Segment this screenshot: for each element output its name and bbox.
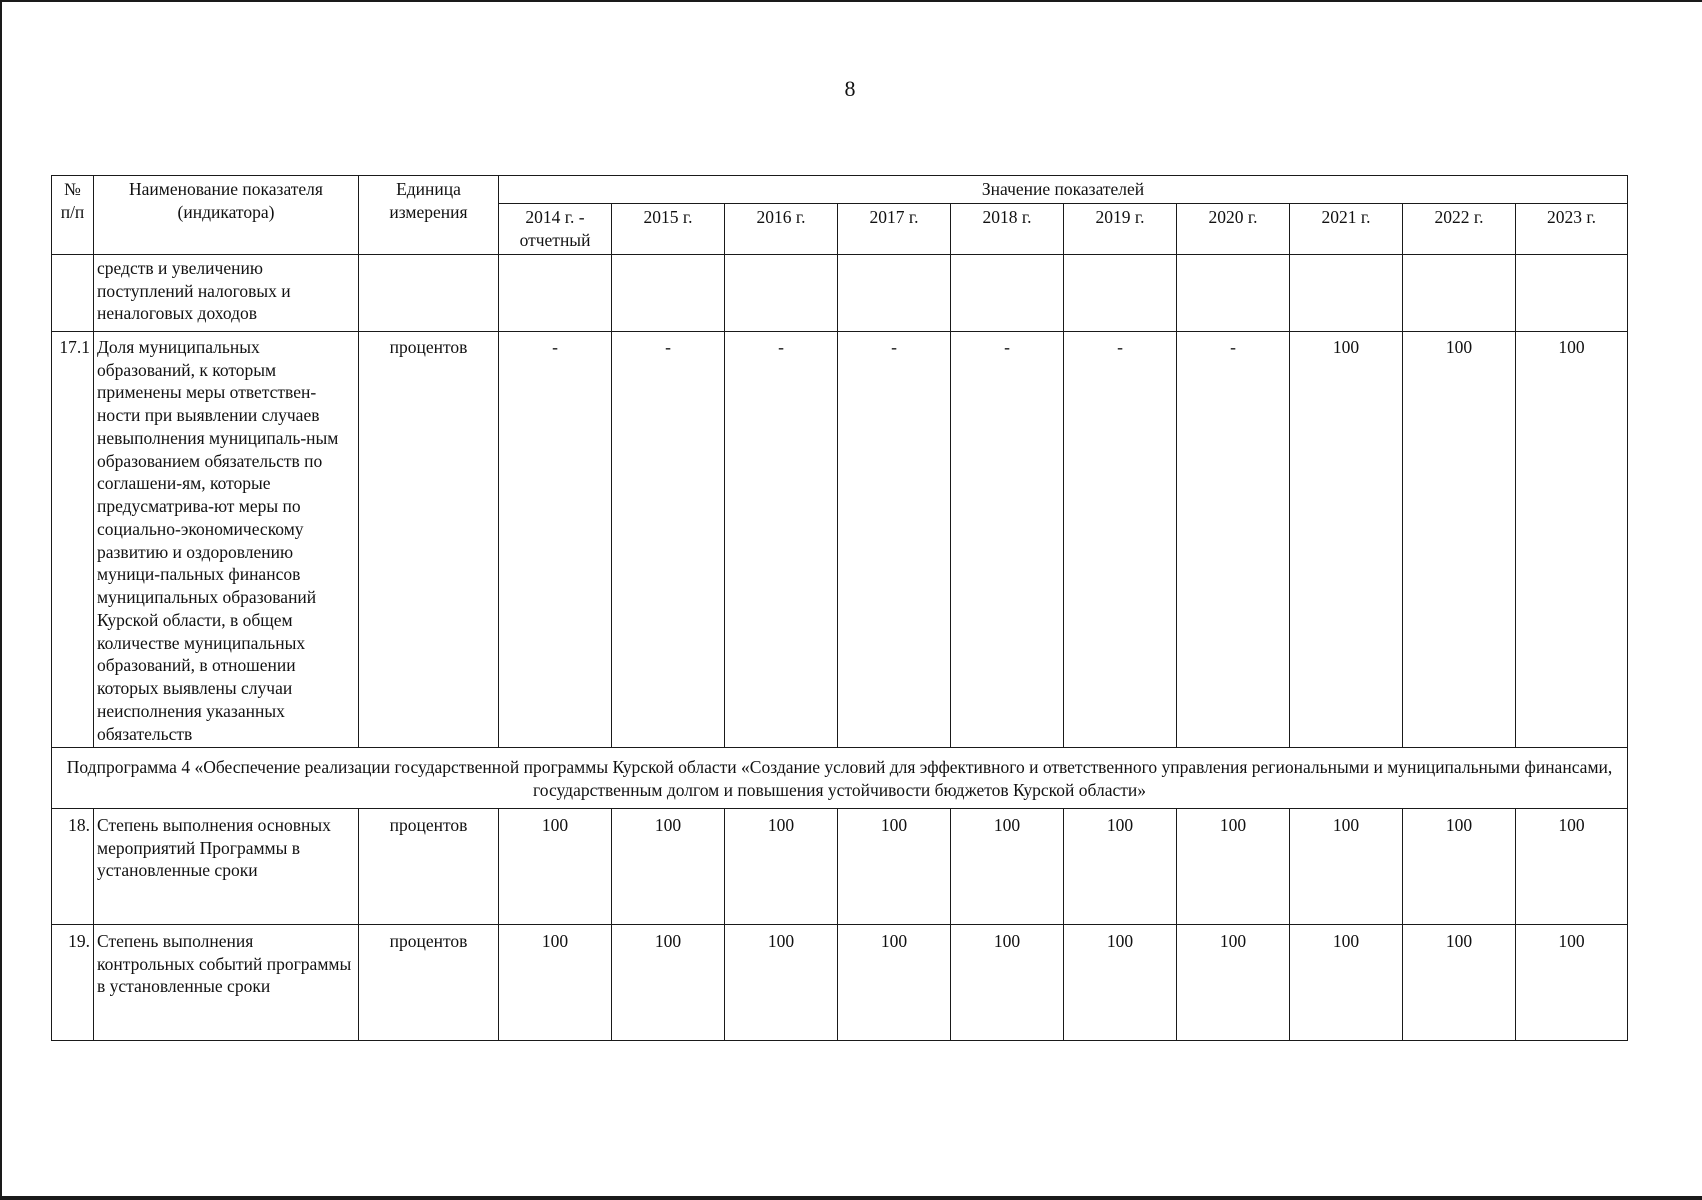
row-value [1064,254,1177,331]
row-value [838,254,951,331]
header-row-top [52,176,1628,204]
row-value: 100 [1177,924,1290,1040]
table-row-continuation [52,254,1628,331]
row-value: 100 [1516,331,1628,748]
row-value: 100 [838,924,951,1040]
row-value: 100 [1064,924,1177,1040]
row-value: 100 [951,808,1064,924]
subprogram-row [52,748,1628,809]
table-row-18 [52,808,1628,924]
scan-border-bottom [0,1196,1702,1200]
row-name: Доля муниципальных образований, к которым применены меры ответствен-ности при выявлении случаев невыполнения муниципаль-ным образованием обязательств по соглашени-ям, которые предусматрива-ют меры по социально-экономическому развитию и оздоровлению муници-пальных финансов муниципальных образований Курской области, в общем количестве муниципальных образований, в отношении которых выявлены случаи неисполнения указанных обязательств [94,331,359,748]
row-value: 100 [1290,331,1403,748]
row-unit: процентов [359,331,499,748]
row-value: 100 [838,808,951,924]
row-value: 100 [612,924,725,1040]
header-values-group: Значение показателей [499,176,1628,204]
header-year: 2018 г. [951,203,1064,254]
row-value: 100 [1403,331,1516,748]
row-value [612,254,725,331]
row-num [52,254,94,331]
row-unit: процентов [359,808,499,924]
row-value: 100 [725,924,838,1040]
header-unit: Единица измерения [359,176,499,255]
row-value: - [1177,331,1290,748]
row-unit [359,254,499,331]
row-value: 100 [499,924,612,1040]
header-year: 2020 г. [1177,203,1290,254]
header-year: 2015 г. [612,203,725,254]
indicators-table [51,175,1628,1041]
row-value [951,254,1064,331]
row-value [725,254,838,331]
row-value: 100 [951,924,1064,1040]
row-value: - [1064,331,1177,748]
row-value: - [499,331,612,748]
row-value: 100 [725,808,838,924]
subprogram-title: Подпрограмма 4 «Обеспечение реализации государственной программы Курской области «Создание условий для эффективного и ответственного управления региональными и муниципальными финансами, государственным долгом и повышения устойчивости бюджетов Курской области» [52,748,1628,809]
table-row-17-1 [52,331,1628,748]
header-year: 2023 г. [1516,203,1628,254]
row-name: Степень выполнения основных мероприятий Программы в установленные сроки [94,808,359,924]
row-value: 100 [1290,808,1403,924]
row-value: 100 [1290,924,1403,1040]
row-value [1516,254,1628,331]
row-value: 100 [1064,808,1177,924]
row-num: 18. [52,808,94,924]
row-num: 19. [52,924,94,1040]
page-number: 8 [844,76,856,101]
row-unit: процентов [359,924,499,1040]
row-value [1290,254,1403,331]
header-year: 2021 г. [1290,203,1403,254]
header-name: Наименование показателя (индикатора) [94,176,359,255]
header-year: 2017 г. [838,203,951,254]
row-value [1403,254,1516,331]
row-value: - [838,331,951,748]
row-value: - [612,331,725,748]
header-year: 2014 г. - отчетный [499,203,612,254]
row-value: 100 [1516,808,1628,924]
scan-border-left [0,0,2,1200]
row-name: средств и увеличению поступлений налоговых и неналоговых доходов [94,254,359,331]
row-value: - [951,331,1064,748]
row-value: 100 [1177,808,1290,924]
row-value: 100 [1403,924,1516,1040]
table-row-19 [52,924,1628,1040]
header-year: 2016 г. [725,203,838,254]
row-value: 100 [1403,808,1516,924]
header-year: 2019 г. [1064,203,1177,254]
row-value: 100 [1516,924,1628,1040]
row-value: - [725,331,838,748]
row-value: 100 [499,808,612,924]
scan-border-top [0,0,1702,2]
row-value [1177,254,1290,331]
row-name: Степень выполнения контрольных событий программы в установленные сроки [94,924,359,1040]
row-value [499,254,612,331]
header-num: № п/п [52,176,94,255]
row-value: 100 [612,808,725,924]
header-year: 2022 г. [1403,203,1516,254]
row-num: 17.1 [52,331,94,748]
